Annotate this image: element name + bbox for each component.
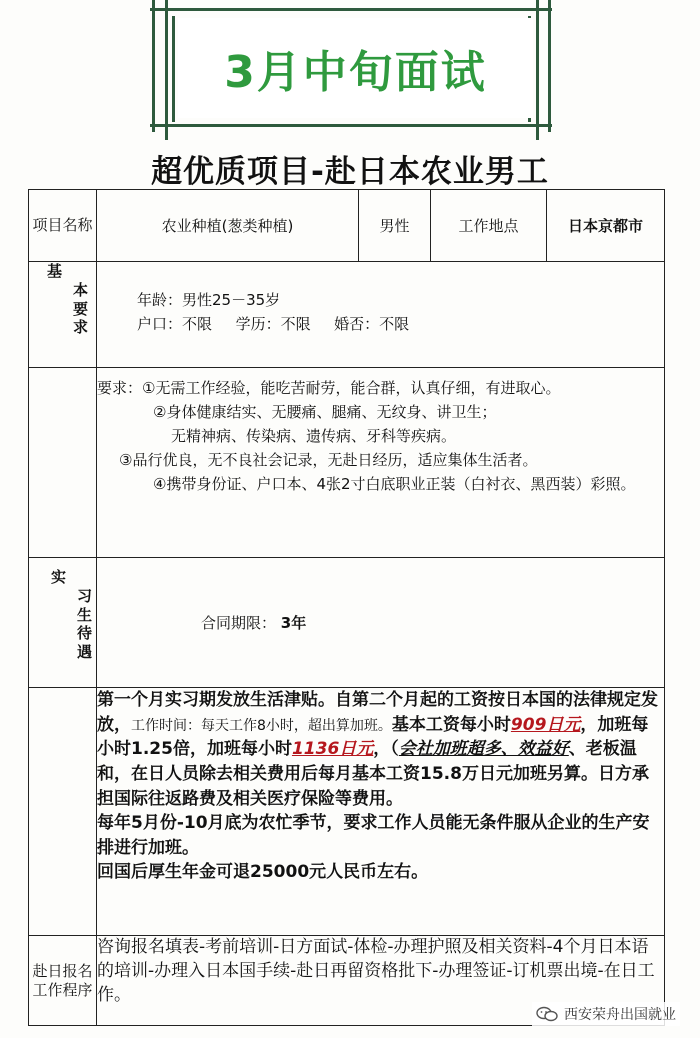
process-text: 咨询报名填表-考前培训-日方面试-体检-办理护照及相关资料-4个月日本语的培训-办理入日本国手续-赴日再留资格批下-办理签证-订机票出境-在日工作。 xyxy=(97,936,665,1026)
empty-label-cell xyxy=(29,688,97,936)
salary-paragraph: 第一个月实习期发放生活津贴。自第二个月起的工资按日本国的法律规定发放，工作时间：每天工作8小时，超出算加班。基本工资每小时909日元，加班每小时1.25倍，加班每小时1136日元，（会社加班超多、效益好、老板温和，在日人员除去相关费用后每月基本工资15.8万日元加班另算。日方承担国际往返路费及相关医疗保险等费用。 xyxy=(97,690,658,809)
job-info-table xyxy=(28,189,665,1026)
hourly-wage: 909日元 xyxy=(510,714,581,735)
wechat-icon xyxy=(536,1006,558,1022)
requirement-intro: 要求：①无需工作经验，能吃苦耐劳，能合群，认真仔细，有进取心。 xyxy=(97,379,561,397)
detailed-requirements-content xyxy=(97,368,665,558)
frame-line xyxy=(165,0,168,140)
project-row xyxy=(29,190,665,262)
banner-text: 3月中旬面试 xyxy=(224,47,487,98)
detailed-requirements-row xyxy=(29,368,665,558)
trainee-treatment-label: 实 习 生 待 遇 xyxy=(29,558,97,688)
gender-value: 男性 xyxy=(359,190,431,262)
location-value: 日本京都市 xyxy=(547,190,665,262)
basic-requirements-label: 基 本 要 求 xyxy=(29,262,97,368)
salary-row xyxy=(29,688,665,936)
salary-content xyxy=(97,688,665,936)
contract-label: 合同期限： xyxy=(201,613,277,632)
project-name-label: 项目名称 xyxy=(29,190,97,262)
household-text: 户口：不限 xyxy=(137,315,213,333)
frame-line xyxy=(548,0,551,132)
requirement-item-2a: ②身体健康结实、无腰痛、腿痛、无纹身、讲卫生； xyxy=(153,403,497,421)
trainee-treatment-row xyxy=(29,558,665,688)
requirement-item-4: ④携带身份证、户口本、4张2寸白底职业正装（白衬衣、黑西装）彩照。 xyxy=(153,475,636,493)
requirement-item-2b: 无精神病、传染病、遗传病、牙科等疾病。 xyxy=(171,427,457,445)
watermark xyxy=(532,1002,680,1026)
age-text: 年龄：男性25－35岁 xyxy=(137,291,281,309)
contract-value: 3年 xyxy=(280,613,307,632)
contract-cell xyxy=(97,558,665,688)
frame-line xyxy=(150,124,552,127)
page-title: 超优质项目-赴日本农业男工 xyxy=(151,154,549,190)
marital-text: 婚否：不限 xyxy=(334,315,410,333)
overtime-wage: 1136日元 xyxy=(291,739,374,760)
basic-requirements-content xyxy=(97,262,665,368)
work-time-text: 工作时间：每天工作8小时，超出算加班。 xyxy=(131,717,392,734)
process-label: 赴日报名工作程序 xyxy=(29,936,97,1026)
education-text: 学历：不限 xyxy=(235,315,311,333)
frame-line xyxy=(152,0,155,132)
other-conditions xyxy=(137,312,664,336)
basic-requirements-row xyxy=(29,262,665,368)
frame-line xyxy=(172,16,175,122)
busy-season-paragraph: 每年5月份-10月底为农忙季节，要求工作人员能无条件服从企业的生产安排进行加班。 xyxy=(97,813,650,858)
project-name-value: 农业种植(葱类种植) xyxy=(97,190,359,262)
watermark-text: 西安荣舟出国就业 xyxy=(564,1007,676,1023)
requirement-item-3: ③品行优良，无不良社会记录，无赴日经历，适应集体生活者。 xyxy=(119,451,538,469)
interview-banner xyxy=(178,18,533,118)
overtime-highlight: 会社加班超多、效益好 xyxy=(398,739,569,760)
pension-paragraph: 回国后厚生年金可退25000元人民币左右。 xyxy=(97,862,429,883)
location-label: 工作地点 xyxy=(431,190,547,262)
empty-label-cell xyxy=(29,368,97,558)
frame-line xyxy=(536,0,539,140)
frame-line xyxy=(150,8,552,11)
